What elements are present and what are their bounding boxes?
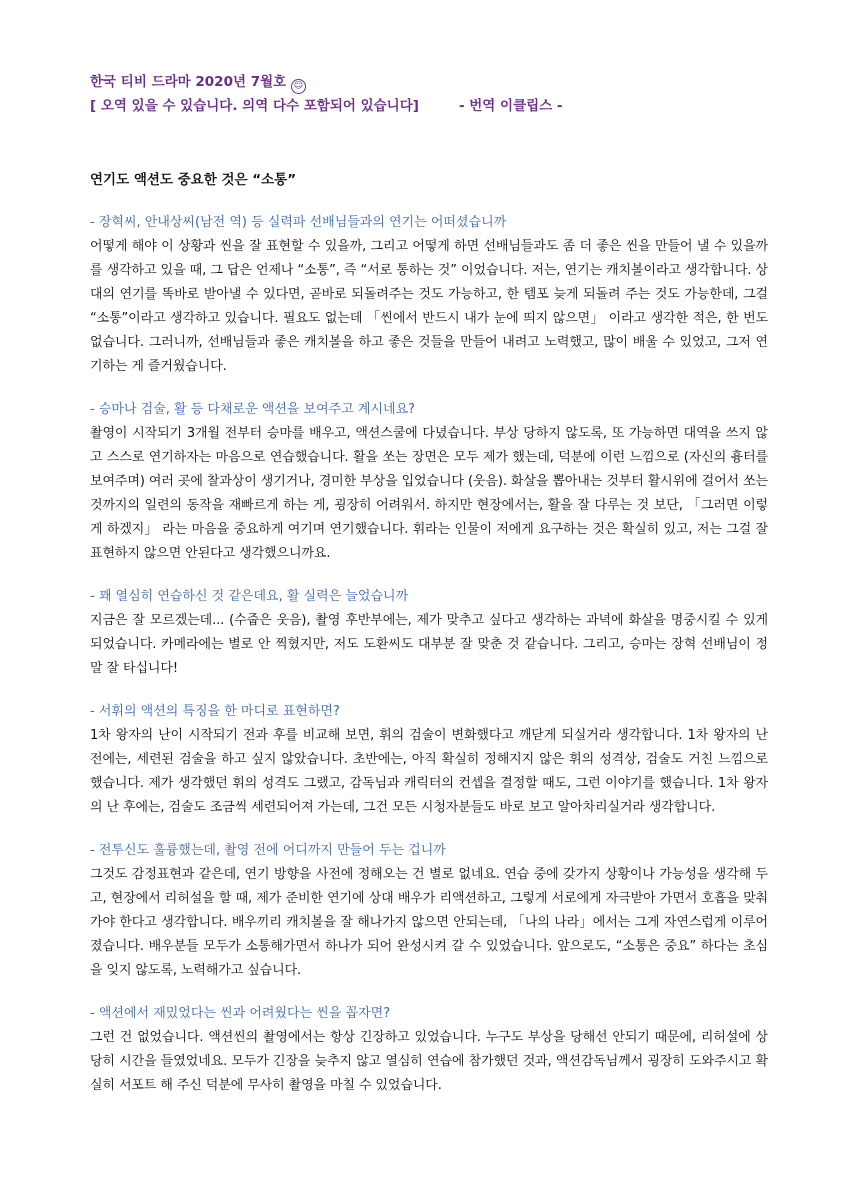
magazine-issue: 한국 티비 드라마 2020년 7월호	[90, 74, 287, 90]
smiley-icon: ☺	[291, 79, 306, 94]
document-page	[90, 70, 768, 1098]
qa-section	[90, 839, 768, 983]
question: - 장혁씨, 안내상씨(남전 역) 등 실력파 선배님들과의 연기는 어떠셨습니까	[90, 215, 507, 230]
qa-section	[90, 211, 768, 379]
question: - 서휘의 액션의 특징을 한 마디로 표현하면?	[90, 704, 340, 719]
header-line-2	[90, 94, 768, 118]
question: - 승마나 검술, 활 등 다채로운 액션을 보여주고 계시네요?	[90, 402, 416, 417]
article-title: 연기도 액션도 중요한 것은 “소통”	[90, 172, 297, 188]
question: - 전투신도 훌륭했는데, 촬영 전에 어디까지 만들어 두는 겁니까	[90, 843, 446, 858]
answer: 그런 건 없었습니다. 액션씬의 촬영에서는 항상 긴장하고 있었습니다. 누구도 부상을 당해선 안되기 때문에, 리허설에 상당히 시간을 들였었네요. 모두가 긴장을 늦추지 않고 열심히 연습에 참가했던 것과, 액션감독님께서 굉장히 도와주시고 확실히 서포트 해 주신 덕분에 무사히 촬영을 마칠 수 있었습니다.	[90, 1030, 768, 1093]
qa-section	[90, 585, 768, 681]
translation-note: [ 오역 있을 수 있습니다. 의역 다수 포함되어 있습니다]	[90, 98, 419, 114]
question: - 꽤 열심히 연습하신 것 같은데요, 활 실력은 늘었습니까	[90, 589, 409, 604]
answer: 그것도 감정표현과 같은데, 연기 방향을 사전에 정해오는 건 별로 없네요. 연습 중에 갖가지 상황이나 가능성을 생각해 두고, 현장에서 리허설을 할 때, 제가 준비한 연기에 상대 배우가 리액션하고, 그렇게 서로에게 자극받아 가면서 호흡을 맞춰가야 한다고 생각합니다. 배우끼리 캐치볼을 잘 해나가지 않으면 안되는데, 「나의 나라」에서는 그게 자연스럽게 이루어졌습니다. 배우분들 모두가 소통해가면서 하나가 되어 완성시켜 갈 수 있었습니다. 앞으로도, “소통은 중요” 하다는 초심을 잊지 않도록, 노력해가고 싶습니다.	[90, 867, 768, 978]
answer: 촬영이 시작되기 3개월 전부터 승마를 배우고, 액션스쿨에 다녔습니다. 부상 당하지 않도록, 또 가능하면 대역을 쓰지 않고 스스로 연기하자는 마음으로 연습했습니다. 활을 쏘는 장면은 모두 제가 했는데, 덕분에 이런 느낌으로 (자신의 흉터를 보여주며) 여러 곳에 찰과상이 생기거나, 경미한 부상을 입었습니다 (웃음). 화살을 뽑아내는 것부터 활시위에 걸어서 쏘는 것까지의 일련의 동작을 재빠르게 하는 게, 굉장히 어려워서. 하지만 현장에서는, 활을 잘 다루는 것 보단, 「그러면 이렇게 하겠지」 라는 마음을 중요하게 여기며 연기했습니다. 휘라는 인물이 저에게 요구하는 것은 확실히 있고, 저는 그걸 잘 표현하지 않으면 안된다고 생각했으니까요.	[90, 426, 768, 561]
answer: 어떻게 해야 이 상황과 씬을 잘 표현할 수 있을까, 그리고 어떻게 하면 선배님들과도 좀 더 좋은 씬을 만들어 낼 수 있을까를 생각하고 있을 때, 그 답은 언제나 “소통”, 즉 “서로 통하는 것” 이었습니다. 저는, 연기는 캐치볼이라고 생각합니다. 상대의 연기를 똑바로 받아낼 수 있다면, 곧바로 되돌려주는 것도 가능하고, 한 템포 늦게 되돌려 주는 것도 가능한데, 그걸 “소통”이라고 생각하고 있습니다. 필요도 없는데 「씬에서 반드시 내가 눈에 띄지 않으면」 이라고 생각한 적은, 한 번도 없습니다. 그러니까, 선배님들과 좋은 캐치볼을 하고 좋은 것들을 만들어 내려고 노력했고, 많이 배울 수 있었고, 그저 연기하는 게 즐거웠습니다.	[90, 239, 768, 374]
answer: 1차 왕자의 난이 시작되기 전과 후를 비교해 보면, 휘의 검술이 변화했다고 깨닫게 되실거라 생각합니다. 1차 왕자의 난 전에는, 세련된 검술을 하고 싶지 않았습니다. 초반에는, 아직 확실히 정해지지 않은 휘의 성격상, 검술도 거친 느낌으로 했습니다. 제가 생각했던 휘의 성격도 그랬고, 감독님과 캐릭터의 컨셉을 결정할 때도, 그런 이야기를 했습니다. 1차 왕자의 난 후에는, 검술도 조금씩 세련되어져 가는데, 그건 모든 시청자분들도 바로 보고 알아차리실거라 생각합니다.	[90, 728, 768, 815]
translator-credit: - 번역 이클립스 -	[458, 98, 563, 114]
qa-section	[90, 1002, 768, 1098]
qa-section	[90, 398, 768, 566]
question: - 액션에서 재밌었다는 씬과 어려웠다는 씬을 꼽자면?	[90, 1006, 391, 1021]
qa-section	[90, 700, 768, 820]
header-line-1	[90, 70, 768, 94]
answer: 지금은 잘 모르겠는데... (수줍은 웃음), 촬영 후반부에는, 제가 맞추고 싶다고 생각하는 과녁에 화살을 명중시킬 수 있게 되었습니다. 카메라에는 별로 안 찍혔지만, 저도 도환씨도 대부분 잘 맞춘 것 같습니다. 그리고, 승마는 장혁 선배님이 정말 잘 타십니다!	[90, 613, 768, 676]
